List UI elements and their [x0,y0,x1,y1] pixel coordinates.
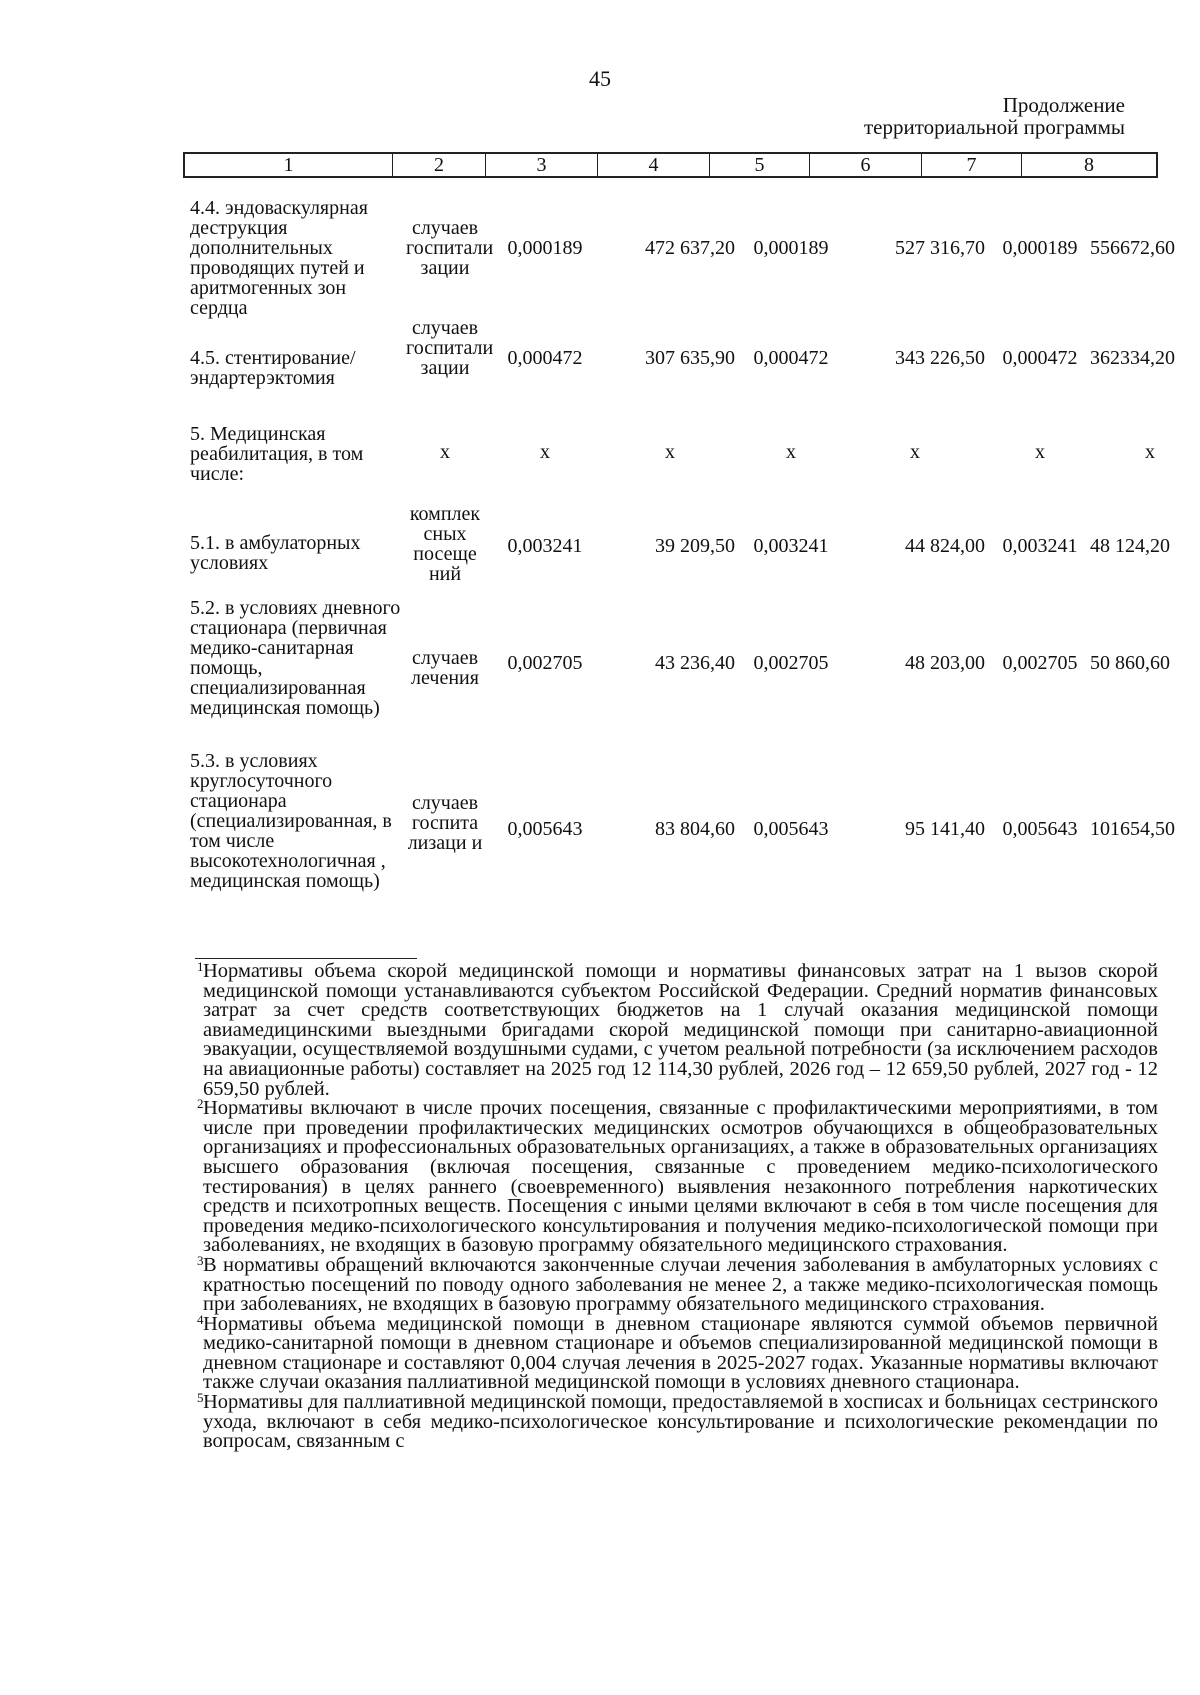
unit-cell: случаев госпита лизаци и [407,792,483,854]
footnote-text: Нормативы объема скорой медицинской помощи и нормативы финансовых затрат на 1 вызов скорой медицинской помощи устанавливаются субъектом Российской Федерации. Средний норматив финансовых затрат за счет средств соответствующих бюджетов на 1 случай оказания медицинской помощи авиамедицинскими выездными бригадами скорой медицинской помощи при санитарно-авиационной эвакуации, осуществляемой воздушными судами, с учетом реальной потребности (за исключением расходов на авиационные работы) составляет на 2025 год 12 114,30 рублей, 2026 год – 12 659,50 рублей, 2027 год - 12 659,50 рублей. [203,960,1158,1100]
column-number: 3 [486,154,598,176]
table-row [190,424,1160,486]
column-number: 1 [185,154,393,176]
table-row [190,503,1170,594]
footnote-mark: 1 [197,959,204,974]
value-cell: 44 824,00 [905,535,985,557]
value-cell: х [1145,441,1155,463]
value-cell: 307 635,90 [645,347,735,369]
unit-cell: случаев госпитали зации [406,317,494,379]
column-number: 7 [922,154,1022,176]
value-cell: 343 226,50 [895,347,985,369]
table-row [190,750,1175,911]
page-number: 45 [589,66,611,91]
column-number-header [183,152,1158,178]
value-cell: 0,000189 [753,237,829,259]
value-cell: 39 209,50 [655,535,735,557]
value-cell: 83 804,60 [655,818,735,840]
value-cell: 0,000472 [507,347,583,369]
value-cell: 0,005643 [753,818,829,840]
row-name: 5.2. в условиях дневного стационара (первичная медико-санитарная помощь, специализированная медицинская помощь) [190,597,401,719]
row-name: 5.3. в условиях круглосуточного стационара (специализированная, в том числе высокотехнологичная , медицинская помощь) [190,750,392,892]
table-row [190,317,1175,400]
value-cell: х [786,441,796,463]
value-cell: 556672,60 [1090,237,1175,259]
unit-cell: случаев лечения [411,647,479,689]
footnote [197,1096,1158,1257]
footnote-mark: 3 [197,1252,204,1268]
value-cell: 0,005643 [507,818,583,840]
footnote-text: Нормативы включают в числе прочих посещения, связанные с профилактическими мероприятиями, в том числе при проведении профилактических медицинских осмотров обучающихся в общеобразовательных организациях и профессиональных образовательных организациях, а также в образовательных организациях высшего образования (включая посещения, связанные с проведением медико-психологического тестирования) в целях раннего (своевременного) выявления незаконного потребления наркотических средств и психотропных веществ. Посещения с иными целями включают в себя в том числе посещения для проведения медико-психологического консультирования и получения медико-психологической помощи при заболеваниях, не входящих в базовую программу обязательного медицинского страхования. [203,1097,1158,1257]
row-name: 4.4. эндоваскулярная деструкция дополнительных проводящих путей и аритмогенных зон сердца [190,197,368,319]
value-cell: 0,000472 [1002,347,1078,369]
value-cell: х [665,441,675,463]
footnote-mark: 2 [197,1096,204,1112]
continuation-caption [765,94,1125,138]
value-cell: 0,000189 [507,237,583,259]
column-number: 6 [810,154,922,176]
table-row [190,197,1175,319]
value-cell: 0,005643 [1002,818,1078,840]
value-cell: 0,002705 [753,652,829,674]
footnote-separator [195,958,417,959]
footnote-mark: 4 [197,1311,204,1327]
unit-cell: х [440,441,450,463]
footnote-text: В нормативы обращений включаются законченные случаи лечения заболевания в амбулаторных условиях с кратностью посещений по поводу одного заболевания не менее 2, а также медико-психологическая помощь при заболеваниях, не входящих в базовую программу обязательного медицинского страхования. [203,1253,1158,1316]
row-name: 5.1. в амбулаторных условиях [190,532,361,574]
footnote-text: Нормативы объема медицинской помощи в дневном стационаре являются суммой объемов первичной медико-санитарной помощи в дневном стационаре и объемов специализированной медицинской помощи в дневном стационаре и составляют 0,004 случая лечения в 2025-2027 годах. Указанные нормативы включают также случаи оказания паллиативной медицинской помощи в условиях дневного стационара. [203,1312,1158,1394]
value-cell: 50 860,60 [1090,652,1170,674]
unit-cell: комплек сных посеще ний [409,503,481,585]
footnote [197,1311,1158,1394]
footnote [197,1390,1158,1453]
footnote [197,959,1158,1100]
value-cell: 43 236,40 [655,652,735,674]
value-cell: х [910,441,920,463]
continued-line-2: территориальной программы [863,115,1125,139]
value-cell: 48 203,00 [905,652,985,674]
value-cell: х [540,441,550,463]
column-number: 8 [1084,154,1094,176]
footnote-mark: 5 [197,1390,204,1406]
value-cell: х [1035,441,1045,463]
value-cell: 0,000189 [1002,237,1078,259]
value-cell: 0,003241 [1002,535,1078,557]
footnotes [197,959,1158,1453]
value-cell: 527 316,70 [895,237,985,259]
value-cell: 48 124,20 [1090,535,1170,557]
row-name: 4.5. стентирование/ эндартерэктомия [190,347,356,389]
value-cell: 0,002705 [1002,652,1078,674]
footnote [197,1252,1158,1316]
table-row [190,597,1170,738]
column-number: 5 [710,154,810,176]
value-cell: 0,003241 [507,535,583,557]
value-cell: 362334,20 [1090,347,1175,369]
value-cell: 0,002705 [507,652,583,674]
value-cell: 0,003241 [753,535,829,557]
column-number: 2 [393,154,486,176]
row-name: 5. Медицинская реабилитация, в том числе: [190,423,364,485]
value-cell: 95 141,40 [905,818,985,840]
value-cell: 472 637,20 [645,237,735,259]
footnote-text: Нормативы для паллиативной медицинской помощи, предоставляемой в хосписах и больницах сестринского ухода, включают в себя медико-психологическое консультирование и психологические рекомендации по вопросам, связанным с [203,1391,1158,1453]
unit-cell: случаев госпитали зации [406,217,494,279]
continued-line-1: Продолжение [1002,93,1125,117]
column-number: 4 [598,154,710,176]
value-cell: 101654,50 [1090,818,1175,840]
value-cell: 0,000472 [753,347,829,369]
